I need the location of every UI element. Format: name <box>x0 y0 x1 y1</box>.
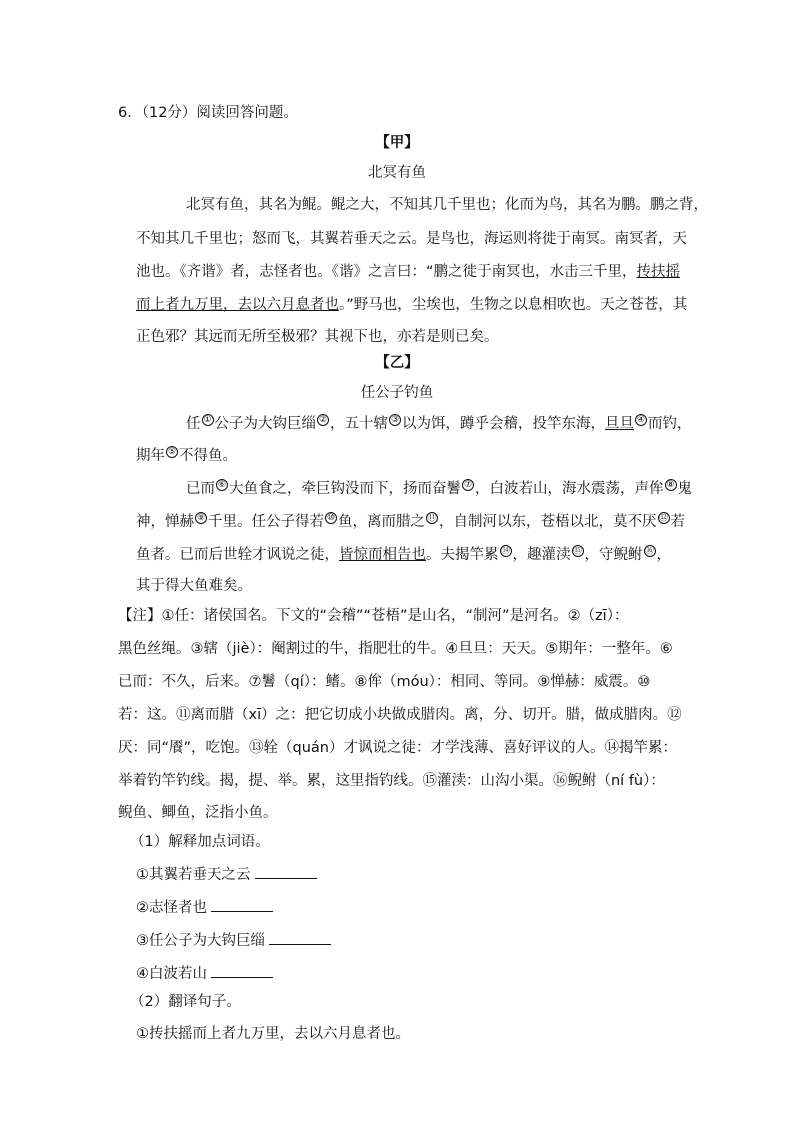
text-span: ，自制河以东，苍梧以北，莫不厌 <box>439 514 657 530</box>
answer-blank[interactable] <box>211 897 273 912</box>
note-mark: ③ <box>390 415 400 426</box>
passage-a-line <box>136 295 687 315</box>
note-mark: ⑫ <box>658 513 668 524</box>
passage-a-line: 北冥有鱼，其名为鲲。鲲之大，不知其几千里也；化而为鸟，其名为鹏。鹏之背， <box>186 197 708 213</box>
note-mark: ⑥ <box>217 480 227 491</box>
passage-b-title: 任公子钓鱼 <box>360 385 434 401</box>
subquestion-1-item <box>136 930 331 951</box>
passage-b-line <box>136 446 237 466</box>
note-mark: ⑨ <box>196 513 206 524</box>
subquestion-2-item: ①抟扶摇而上者九万里，去以六月息者也。 <box>136 1026 410 1042</box>
question-header: 6．（12分）阅读回答问题。 <box>118 105 298 121</box>
text-span: 已而 <box>186 481 215 497</box>
text-span: 公子为大钩巨缁 <box>214 416 316 432</box>
notes-line: 厌：同“餍”，吃饱。⑬辁（quán）才讽说之徒：才学浅薄、喜好评议的人。⑭揭竿累： <box>118 740 677 756</box>
text-span: 大鱼食之，牵巨钩没而下，扬而奋鬐 <box>229 481 461 497</box>
text-span: 任 <box>186 416 201 432</box>
item-text: ④白波若山 <box>136 966 207 982</box>
note-mark: ④ <box>636 415 646 426</box>
text-span: ，趣灌渎 <box>512 547 571 563</box>
subquestion-2-prompt: （2）翻译句子。 <box>130 994 241 1010</box>
text-span: ，五十辖 <box>330 416 388 432</box>
notes-line: 【注】①任：诸侯国名。下文的“会稽”“苍梧”是山名，“制河”是河名。②（zī）： <box>118 608 629 624</box>
notes-line: 黑色丝绳。③辖（jiè）：阉割过的牛，指肥壮的牛。④旦旦：天天。⑤期年：一整年。⑥ <box>118 641 673 657</box>
note-mark: ⑭ <box>500 546 510 557</box>
passage-a-tag: 【甲】 <box>375 135 419 151</box>
text-span: 千里。任公子得若 <box>208 514 324 530</box>
passage-b-line <box>186 414 692 434</box>
note-mark: ⑧ <box>666 480 675 491</box>
notes-line: 若：这。⑪离而腊（xī）之：把它切成小块做成腊肉。离，分、切开。腊，做成腊肉。⑫ <box>118 707 682 723</box>
notes-line: 举着钓竿钓线。揭，提、举。累，这里指钓线。⑮灌渎：山沟小渠。⑯鲵鲋（ní fù）： <box>118 773 665 789</box>
passage-a-line: 正色邪？其远而无所至极邪？其视下也，亦若是则已矣。 <box>136 329 499 345</box>
text-span: 而钓， <box>648 416 692 432</box>
subquestion-1-prompt: （1）解释加点词语。 <box>130 834 270 850</box>
notes-line: 鲵鱼、鲫鱼，泛指小鱼。 <box>118 805 278 821</box>
passage-b-line <box>136 512 685 532</box>
note-mark: ① <box>203 415 212 426</box>
note-mark: ⑤ <box>167 447 177 458</box>
passage-b-tag: 【乙】 <box>375 355 419 371</box>
passage-a-title: 北冥有鱼 <box>368 165 426 181</box>
subquestion-1-item <box>136 963 273 984</box>
text-span: 。”野马也，尘埃也，生物之以息相吹也。天之苍苍，其 <box>339 297 688 313</box>
item-text: ③任公子为大钩巨缁 <box>136 933 265 949</box>
text-span: 池也。《齐谐》者，志怪者也。《谐》之言曰：“鹏之徙于南冥也，水击三千里， <box>136 264 637 280</box>
answer-blank[interactable] <box>211 963 273 978</box>
underlined-text: 旦旦 <box>605 416 634 432</box>
answer-blank[interactable] <box>269 930 331 945</box>
text-span: 若 <box>670 514 685 530</box>
note-mark: ② <box>318 415 328 426</box>
text-span: ，守鲵鲋 <box>584 547 643 563</box>
passage-b-line <box>186 479 692 499</box>
text-span: ， <box>324 547 339 563</box>
text-span: 期年 <box>136 448 165 464</box>
text-span: 鬼 <box>677 481 692 497</box>
passage-a-line: 不知其几千里也；怒而飞，其翼若垂天之云。是鸟也，海运则将徙于南冥。南冥者，天 <box>136 231 687 247</box>
note-mark: ⑩ <box>326 513 336 524</box>
text-span: ，白波若山，海水震荡，声侔 <box>475 481 664 497</box>
subquestion-1-item <box>136 864 317 885</box>
passage-b-line: 其于得大鱼难矣。 <box>136 578 252 594</box>
passage-a-line <box>136 262 680 282</box>
text-span: 神，惮赫 <box>136 514 194 530</box>
text-span: 鱼，离而腊之 <box>338 514 425 530</box>
subquestion-1-item <box>136 897 273 918</box>
text-span: 以为饵，蹲乎会稽，投竿东海， <box>402 416 605 432</box>
answer-blank[interactable] <box>255 864 317 879</box>
note-mark: ⑦ <box>463 480 473 491</box>
text-span: ， <box>656 547 671 563</box>
note-mark: ⑯ <box>644 546 654 557</box>
underlined-text: 皆惊而相告也 <box>339 547 426 563</box>
note-mark: ⑮ <box>572 546 582 557</box>
text-span: 。夫揭竿累 <box>426 547 499 563</box>
text-span: 不得鱼。 <box>179 448 237 464</box>
note-mark: ⑪ <box>427 513 437 524</box>
item-text: ①其翼若垂天之云 <box>136 867 251 883</box>
passage-b-line <box>136 545 671 565</box>
underlined-text: 抟扶摇 <box>636 264 681 280</box>
text-span: 鱼者。已而后世辁才讽说之徒 <box>136 547 325 563</box>
underlined-text: 而上者九万里，去以六月息者也 <box>136 297 339 313</box>
item-text: ②志怪者也 <box>136 900 207 916</box>
notes-line: 已而：不久，后来。⑦鬐（qí）：鳍。⑧侔（móu）：相同、等同。⑨惮赫：威震。⑩ <box>118 674 651 690</box>
